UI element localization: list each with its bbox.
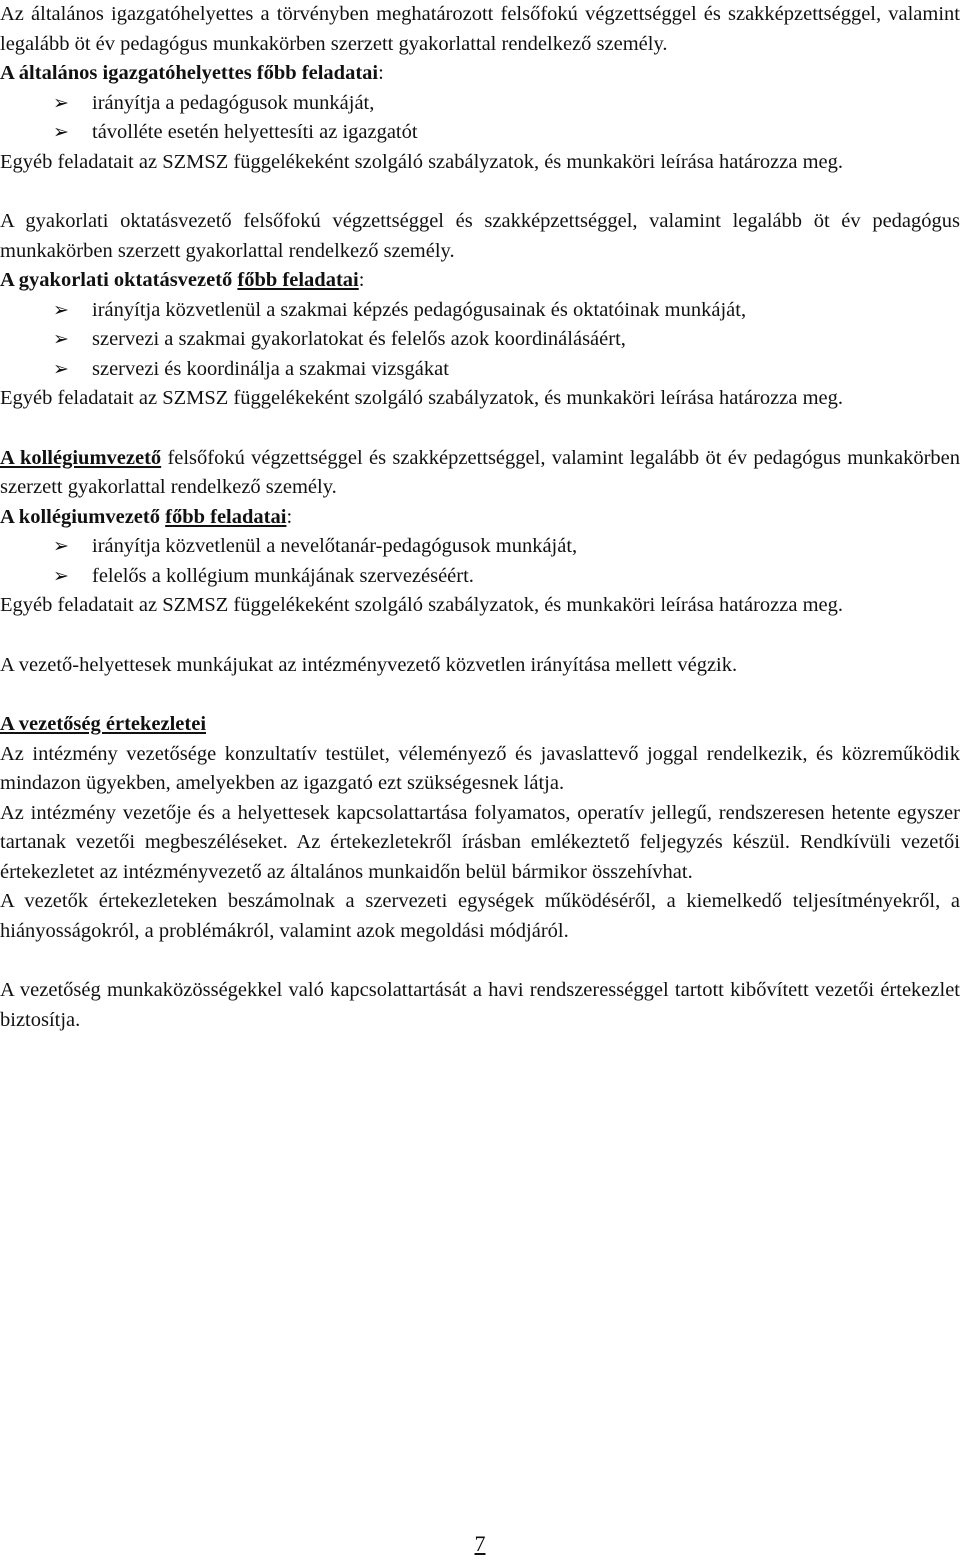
arrowhead-icon: ➢	[53, 328, 69, 350]
deputies-supervision: A vezető-helyettesek munkájukat az intézményvezető közvetlen irányítása mellett végzik.	[0, 653, 738, 676]
dormitory-head-other-duties: Egyéb feladatait az SZMSZ függelékeként szolgáló szabályzatok, és munkaköri leírása határozza meg.	[0, 594, 844, 616]
dormitory-head-duties-heading: A kollégiumvezető főbb feladatai:	[0, 505, 293, 528]
list-item: ➢ szervezi a szakmai gyakorlatokat és felelős azok koordinálásáért,	[0, 325, 960, 355]
deputy-duties-heading-text: A általános igazgatóhelyettes főbb feladatai	[0, 62, 379, 84]
leadership-meetings-heading: A vezetőség értekezletei	[0, 713, 207, 735]
deputy-other-duties: Egyéb feladatait az SZMSZ függelékeként szolgáló szabályzatok, és munkaköri leírása határozza meg.	[0, 150, 844, 173]
arrowhead-icon: ➢	[53, 91, 69, 114]
leadership-meetings-p3: A vezetők értekezleteken beszámolnak a szervezeti egységek működéséről, a kiemelkedő teljesítményekről, a hiányosságokról, a problémákról, valamint azok megoldási módjáról.	[0, 890, 960, 942]
list-item: ➢ szervezi és koordinálja a szakmai vizsgákat	[0, 355, 960, 385]
dormitory-head-duties-list	[0, 532, 960, 591]
page-number: 7	[474, 1531, 486, 1556]
dormitory-head-intro: A kollégiumvezető felsőfokú végzettséggel és szakképzettséggel, valamint legalább öt év pedagógus munkakörben szerzett gyakorlattal rendelkező személy.	[0, 446, 960, 498]
list-item: ➢ felelős a kollégium munkájának szervezéséért.	[0, 562, 960, 592]
leadership-meetings-p1: Az intézmény vezetősége konzultatív testület, véleményező és javaslattevő joggal rendelkezik, és közreműködik mindazon ügyekben, amelyekben az igazgató ezt szükségesnek látja.	[0, 742, 960, 794]
work-communities-contact: A vezetőség munkaközösségekkel való kapcsolattartását a havi rendszerességgel tartott kibővített vezetői értekezlet biztosítja.	[0, 979, 960, 1031]
deputy-duties-list	[0, 89, 960, 148]
practical-head-other-duties: Egyéb feladatait az SZMSZ függelékeként szolgáló szabályzatok, és munkaköri leírása határozza meg.	[0, 387, 844, 409]
practical-head-intro: A gyakorlati oktatásvezető felsőfokú végzettséggel és szakképzettséggel, valamint legalább öt év pedagógus munkakörben szerzett gyakorlattal rendelkező személy.	[0, 210, 960, 262]
deputy-duties-heading: A általános igazgatóhelyettes főbb feladatai:	[0, 62, 384, 84]
list-item: ➢ irányítja közvetlenül a szakmai képzés pedagógusainak és oktatóinak munkáját,	[0, 296, 960, 326]
arrowhead-icon: ➢	[53, 357, 69, 380]
list-item: ➢ irányítja a pedagógusok munkáját,	[0, 89, 960, 119]
list-item: ➢ irányítja közvetlenül a nevelőtanár-pedagógusok munkáját,	[0, 532, 960, 562]
practical-head-duties-list	[0, 296, 960, 385]
practical-head-duties-heading: A gyakorlati oktatásvezető főbb feladatai:	[0, 269, 365, 291]
arrowhead-icon: ➢	[53, 564, 69, 587]
arrowhead-icon: ➢	[53, 535, 69, 557]
leadership-meetings-p2: Az intézmény vezetője és a helyettesek kapcsolattartása folyamatos, operatív jellegű, rendszeresen hetente egyszer tartanak vezetői megbeszéléseket. Az értekezletekről írásban emlékeztető feljegyzés készül. Rendkívüli vezetői értekezletet az intézményvezető az általános munkaidőn belül bármikor összehívhat.	[0, 801, 960, 883]
deputy-intro: Az általános igazgatóhelyettes a törvényben meghatározott felsőfokú végzettséggel és szakképzettséggel, valamint legalább öt év pedagógus munkakörben szerzett gyakorlattal rendelkező személy.	[0, 3, 960, 55]
list-item: ➢ távolléte esetén helyettesíti az igazgatót	[0, 118, 960, 148]
arrowhead-icon: ➢	[53, 298, 69, 321]
arrowhead-icon: ➢	[53, 121, 69, 143]
